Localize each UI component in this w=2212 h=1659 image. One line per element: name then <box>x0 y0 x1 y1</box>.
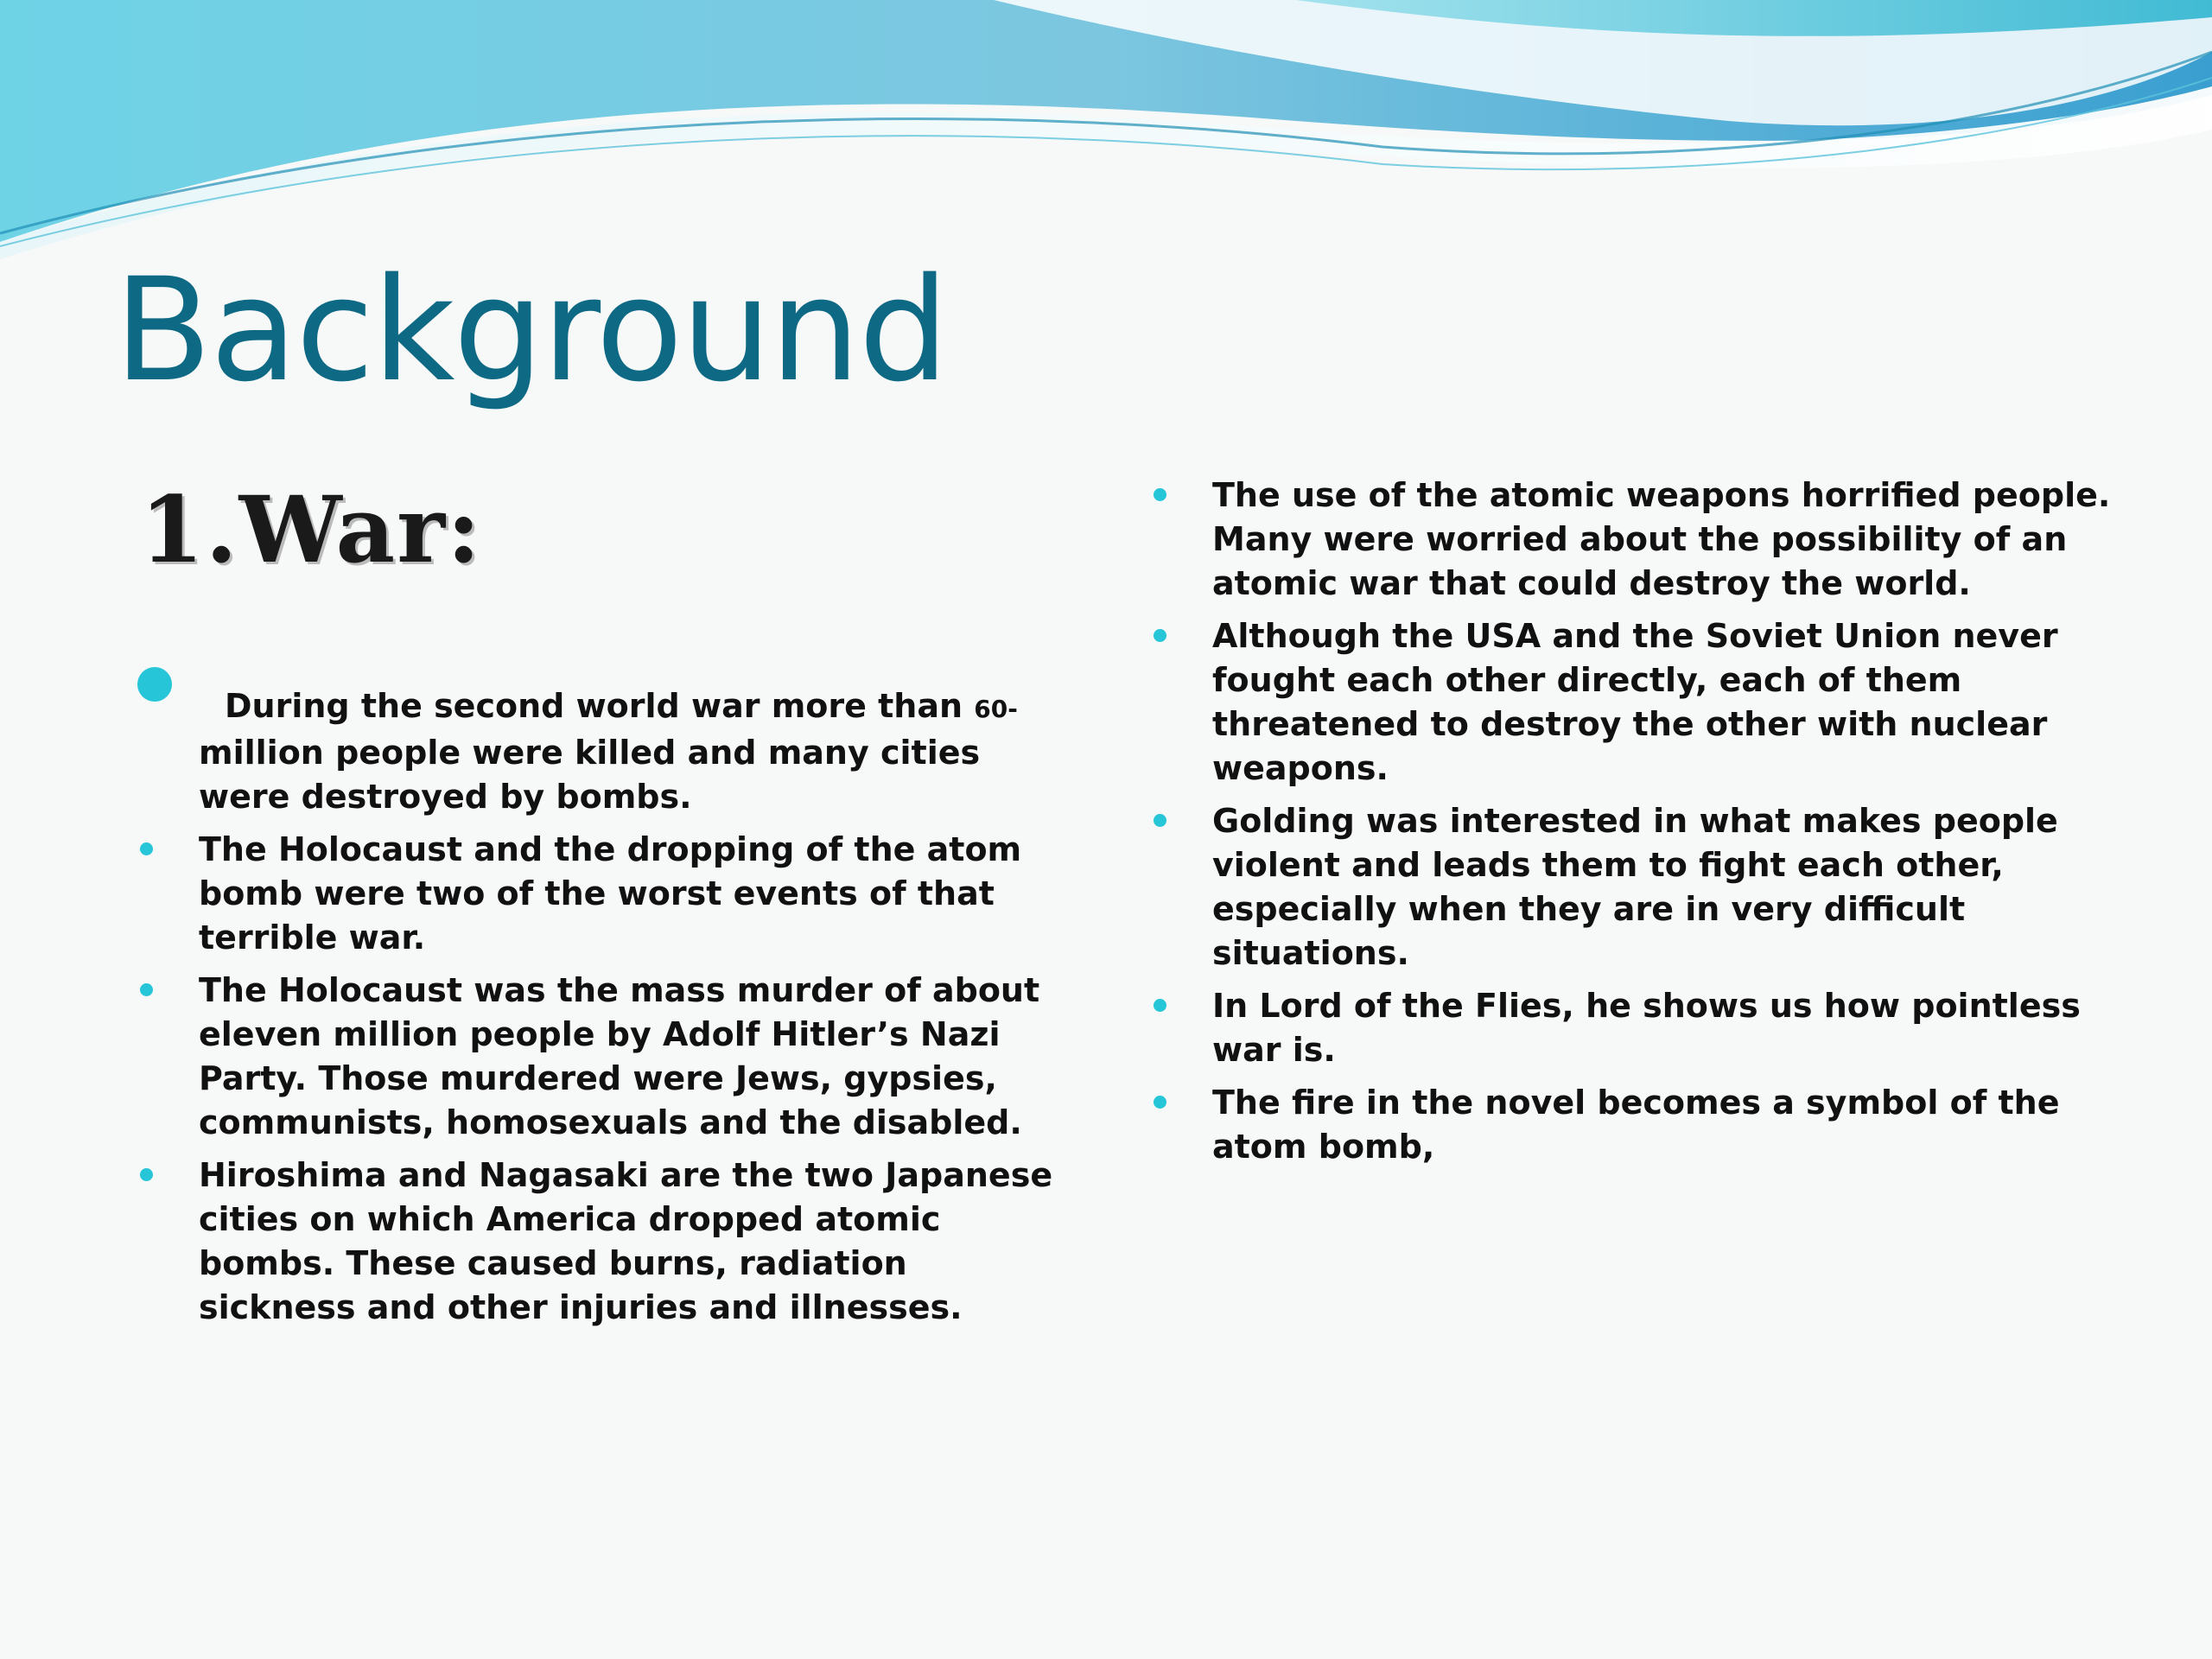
bullet-dot-icon <box>140 842 153 855</box>
section-heading: 1.War: <box>140 475 483 583</box>
left-bullet-list <box>140 667 1073 1338</box>
bullet-dot-icon <box>137 667 172 702</box>
list-item <box>140 1154 1073 1330</box>
list-item <box>1154 984 2117 1072</box>
bullet-dot-icon <box>140 983 153 996</box>
bullet-text: The fire in the novel becomes a symbol of the atom bomb, <box>1212 1084 2060 1166</box>
right-bullet-list <box>1154 474 2117 1178</box>
header-wave-decoration <box>0 0 2212 276</box>
list-item <box>1154 1081 2117 1169</box>
bullet-text: The use of the atomic weapons horrified people. Many were worried about the possibility of an atomic war that could destroy the world. <box>1212 476 2111 602</box>
bullet-text: The Holocaust and the dropping of the atom bomb were two of the worst events of that terrible war. <box>199 830 1022 957</box>
bullet-text-lead: During the second world war more than <box>225 687 975 725</box>
bullet-dot-icon <box>140 1168 153 1181</box>
bullet-dot-icon <box>1154 629 1166 642</box>
bullet-text-number: 60- <box>974 695 1018 723</box>
bullet-text: In Lord of the Flies, he shows us how pointless war is. <box>1212 987 2081 1069</box>
bullet-text: Although the USA and the Soviet Union never fought each other directly, each of them threatened to destroy the other with nuclear weapons. <box>1212 617 2058 787</box>
slide-title: Background <box>114 247 948 413</box>
bullet-text: Golding was interested in what makes people violent and leads them to fight each other, especially when they are in very difficult situations. <box>1212 802 2058 972</box>
bullet-text: The Holocaust was the mass murder of about eleven million people by Adolf Hitler’s Nazi Party. Those murdered were Jews, gypsies, communists, homosexuals and the disabled. <box>199 971 1040 1141</box>
bullet-dot-icon <box>1154 999 1166 1012</box>
list-item <box>140 667 1073 819</box>
bullet-text: Hiroshima and Nagasaki are the two Japanese cities on which America dropped atomic bombs. These caused burns, radiation sickness and other injuries and illnesses. <box>199 1156 1053 1326</box>
bullet-dot-icon <box>1154 488 1166 501</box>
bullet-text-rest: million people were killed and many cities were destroyed by bombs. <box>199 734 981 816</box>
bullet-dot-icon <box>1154 814 1166 827</box>
list-item <box>1154 614 2117 791</box>
list-item <box>1154 799 2117 976</box>
list-item <box>1154 474 2117 606</box>
list-item <box>140 828 1073 960</box>
list-item <box>140 969 1073 1145</box>
bullet-dot-icon <box>1154 1096 1166 1109</box>
